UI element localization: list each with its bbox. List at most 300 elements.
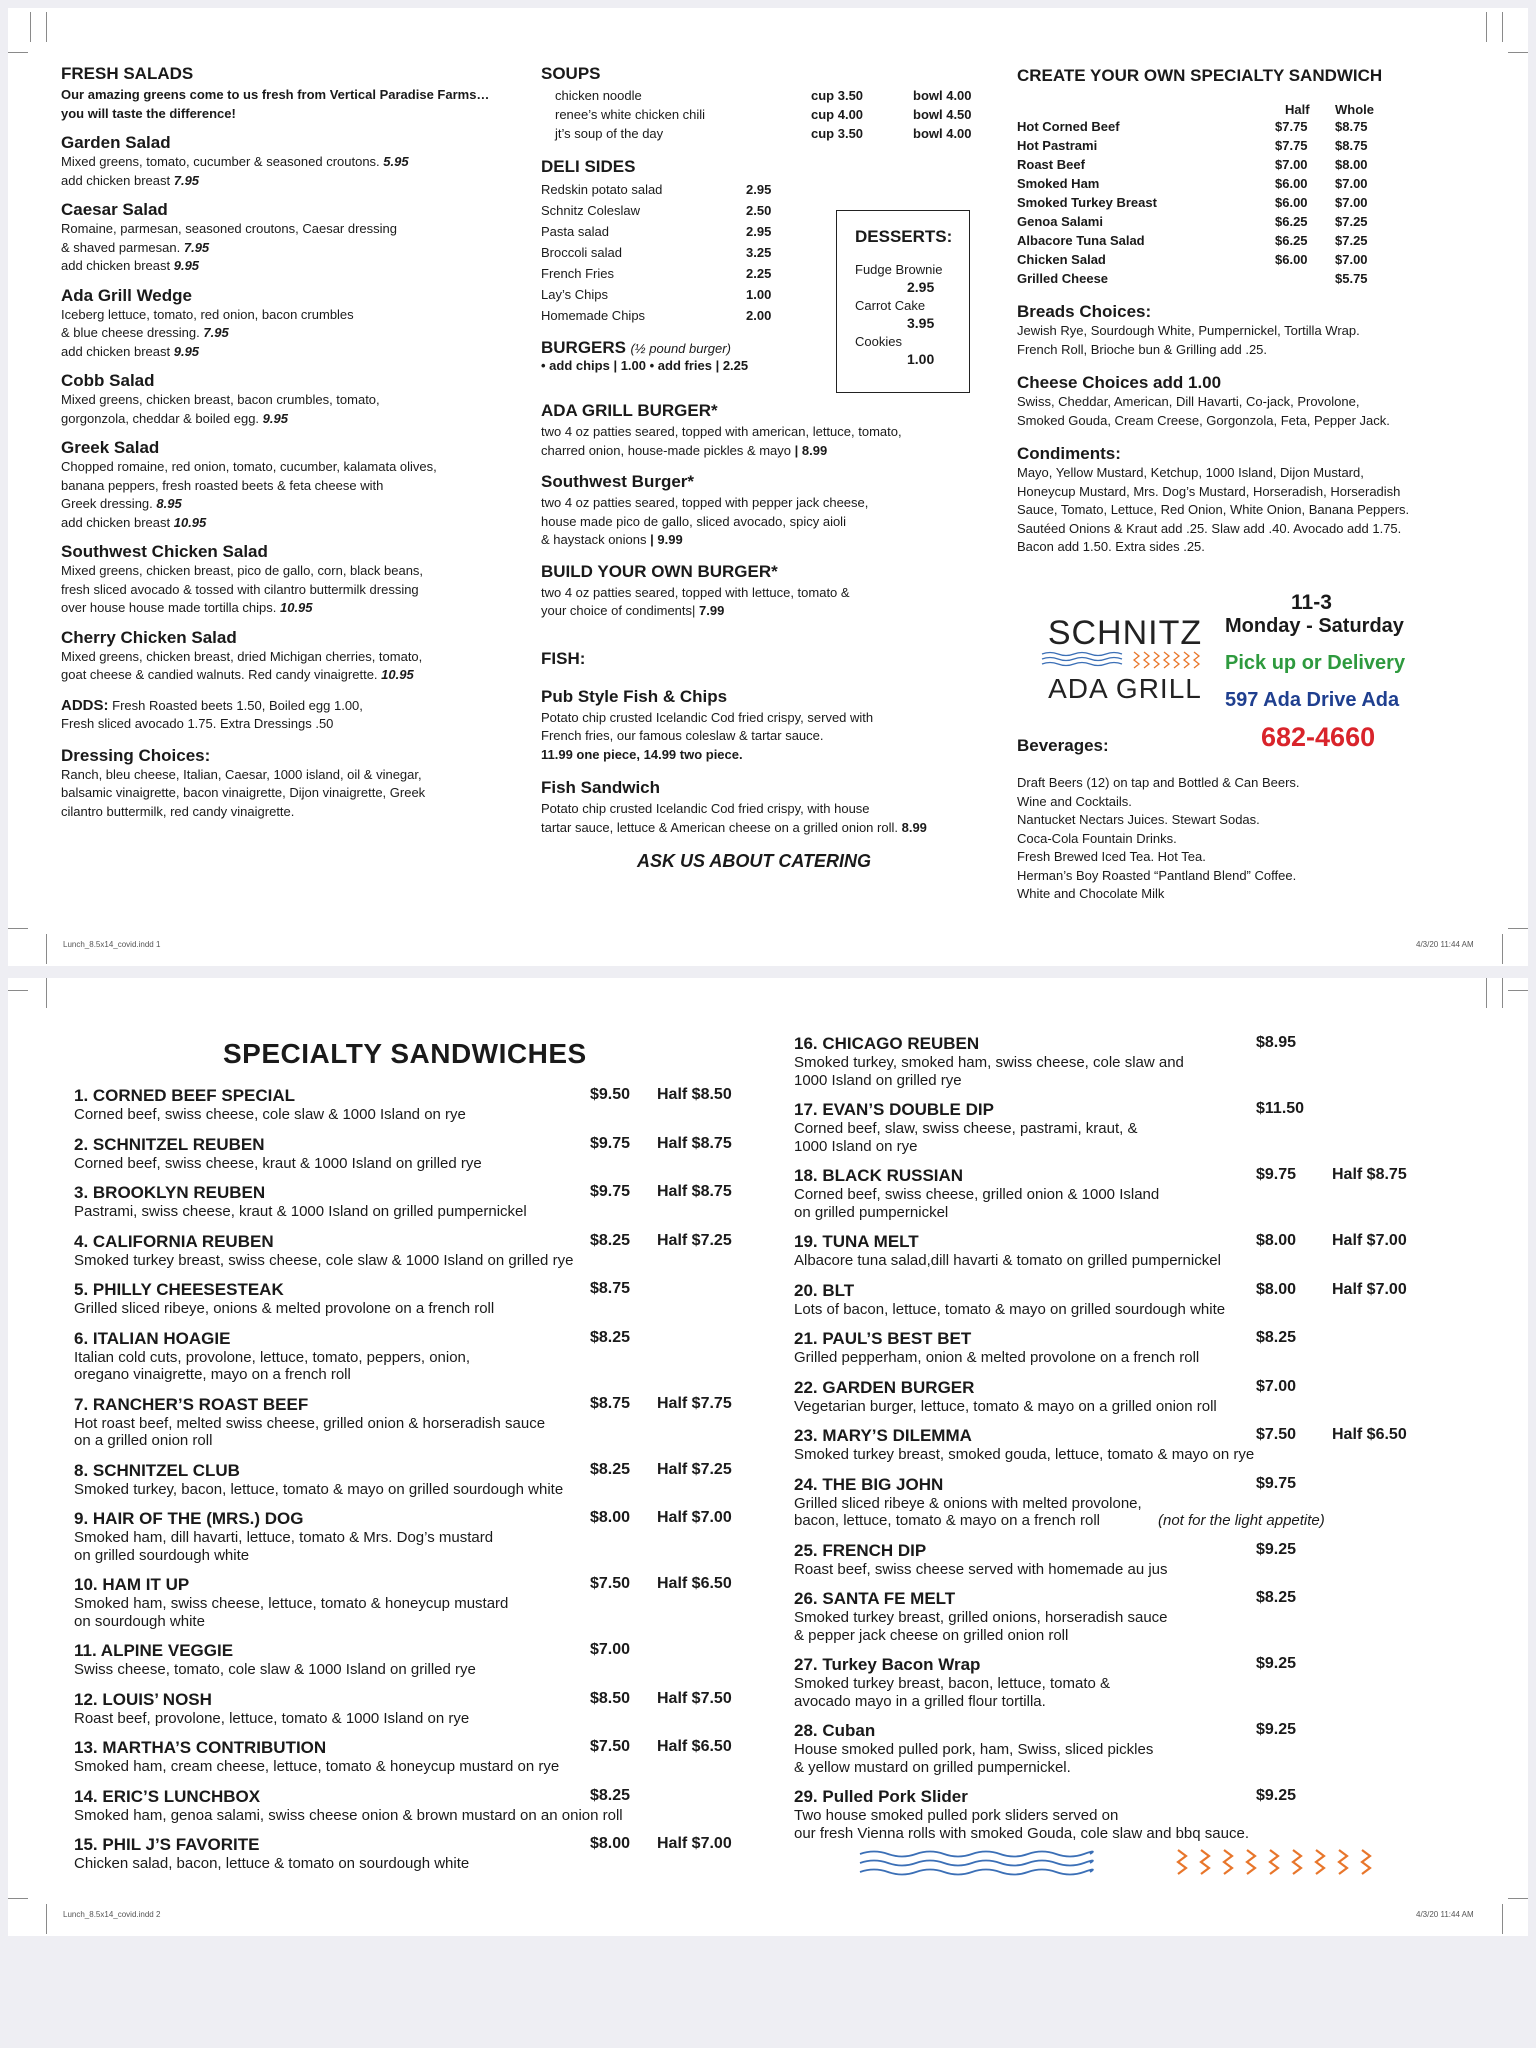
sandwich-name: 28. Cuban [794,1721,876,1740]
menu-page-1 [8,8,1528,966]
fish-list [541,687,1021,838]
create-row [1017,212,1507,231]
deli-price: 2.00 [746,308,772,323]
deli-name: Homemade Chips [541,308,646,323]
salad-item [61,200,541,276]
salad-desc-line: & shaved parmesan. 7.95 [61,239,210,255]
deli-price: 2.95 [746,224,772,239]
soup-name: renee’s white chicken chili [555,107,706,122]
create-name: Smoked Turkey Breast [1017,195,1157,210]
sandwich-name: 13. MARTHA’S CONTRIBUTION [74,1738,327,1757]
service-type: Pick up or Delivery [1225,652,1406,674]
sandwich-list-right [794,1034,1514,1853]
sandwich-name: 25. FRENCH DIP [794,1540,927,1560]
sandwich-desc-line: Two house smoked pulled pork sliders served on [794,1807,1119,1824]
breads-line: French Roll, Brioche bun & Grilling add .25. [1017,341,1268,357]
sandwich-price: $8.75 [590,1280,631,1297]
dressing-heading: Dressing Choices: [61,745,211,765]
sandwich-name: 3. BROOKLYN REUBEN [74,1183,266,1202]
crop-mark [46,978,47,1008]
deli-price: 2.25 [746,266,772,281]
sandwich-header [794,1232,1514,1252]
create-whole-price: $8.75 [1335,119,1368,134]
salad-desc [61,153,541,190]
sandwich-desc-line: Corned beef, swiss cheese, kraut & 1000 Island on grilled rye [74,1154,482,1172]
sandwich-price: $9.75 [1256,1474,1297,1492]
salad-desc-line: gorgonzola, cheddar & boiled egg. 9.95 [61,410,288,426]
burger-price: | 8.99 [794,442,828,458]
create-row [1017,117,1507,136]
salad-price: 10.95 [279,600,313,615]
sandwich-half-price: Half $7.50 [657,1689,732,1707]
burger-list [541,401,1021,621]
sandwich-name: 20. BLT [794,1280,855,1300]
crop-mark [1502,934,1503,964]
sandwich-item [74,1395,764,1450]
create-whole-price: $7.00 [1335,252,1368,267]
sandwich-item [74,1086,764,1124]
sandwich-header [74,1183,764,1203]
sandwich-header [794,1655,1514,1675]
create-half-price: $6.00 [1275,252,1308,267]
soup-list [541,86,1021,143]
sandwich-header [794,1541,1514,1561]
sandwich-desc-line: Corned beef, swiss cheese, grilled onion & 1000 Island [794,1186,1160,1203]
crop-mark [1508,990,1528,991]
crop-mark [8,1898,28,1899]
crop-mark [46,934,47,964]
sandwich-desc-line: Corned beef, slaw, swiss cheese, pastrami, kraut, & [794,1120,1138,1137]
sandwich-name: 6. ITALIAN HOAGIE [74,1328,231,1348]
sandwich-desc-line: on a grilled onion roll [74,1432,213,1449]
sandwich-half-price: Half $8.75 [1332,1166,1407,1183]
sandwich-price: $9.75 [590,1183,631,1200]
salad-price: 7.95 [203,325,229,340]
sandwich-item [74,1738,764,1776]
salad-name: Southwest Chicken Salad [61,542,268,561]
middle-column [541,64,1021,872]
sandwich-header [74,1329,764,1349]
deli-row [541,221,781,242]
deli-price: 1.00 [746,287,772,302]
sandwich-desc-line: Albacore tuna salad,dill havarti & tomato on grilled pumpernickel [794,1252,1221,1269]
logo-wave-icon [1040,650,1210,670]
crop-mark [8,928,28,929]
create-name: Hot Corned Beef [1017,119,1120,134]
sandwich-price: $8.25 [1256,1589,1297,1606]
sandwich-header [74,1135,764,1155]
dressing-list [61,766,541,822]
crop-mark [1486,12,1487,42]
salad-item [61,438,541,532]
salads-heading: FRESH SALADS [61,64,194,83]
breads-line: Jewish Rye, Sourdough White, Pumpernickel, Tortilla Wrap. [1017,323,1360,338]
slug-right: 4/3/20 11:44 AM [1416,1910,1474,1919]
salad-desc [61,458,541,532]
create-whole-price: $5.75 [1335,271,1368,286]
sandwich-price: $8.00 [590,1509,631,1526]
salad-price: 10.95 [381,667,414,682]
burger-desc-line: your choice of condiments| 7.99 [541,603,725,618]
fish-price: 8.99 [901,819,927,835]
sandwich-half-price: Half $6.50 [657,1575,732,1592]
dessert-price: 2.95 [907,279,935,295]
sandwich-name: 26. SANTA FE MELT [794,1589,956,1608]
sandwich-desc-line: Smoked turkey breast, smoked gouda, lettuce, tomato & mayo on rye [794,1446,1255,1463]
sandwich-desc-line: Smoked ham, genoa salami, swiss cheese onion & brown mustard on an onion roll [74,1806,623,1824]
adds-label: ADDS: [61,696,109,714]
deli-row [541,263,781,284]
burger-desc-line: charred onion, house-made pickles & mayo | 8.99 [541,442,828,458]
sandwich-name: 23. MARY’S DILEMMA [794,1426,972,1445]
sandwich-item [794,1034,1514,1089]
sandwich-desc-line: 1000 Island on rye [794,1137,918,1155]
salad-price: 5.95 [383,154,409,169]
crop-mark [1508,52,1528,53]
salad-add-chicken: add chicken breast 9.95 [61,258,200,273]
sandwich-item [74,1690,764,1728]
sandwich-half-price: Half $7.75 [657,1394,732,1412]
create-half-price: $6.00 [1275,195,1308,210]
sandwich-desc-line: Grilled sliced ribeye, onions & melted provolone on a french roll [74,1300,495,1317]
sandwich-item [794,1426,1514,1464]
crop-mark [1508,928,1528,929]
sandwich-item [74,1835,764,1873]
dessert-name: Cookies [855,334,902,349]
dressing-line: cilantro buttermilk, red candy vinaigrette. [61,803,295,819]
soups-heading: SOUPS [541,64,601,83]
sandwich-half-price: Half $7.25 [657,1231,732,1249]
sandwich-desc-line: Grilled pepperham, onion & melted provolone on a french roll [794,1349,1200,1366]
sandwich-desc-line: bacon, lettuce, tomato & mayo on a french roll (not for the light appetite) [794,1512,1325,1529]
schnitz-logo [1035,616,1215,703]
condiment-line: Mayo, Yellow Mustard, Ketchup, 1000 Island, Dijon Mustard, [1017,465,1364,480]
sandwich-price: $9.25 [1256,1787,1297,1804]
soup-name: chicken noodle [555,88,642,103]
sandwich-name: 29. Pulled Pork Slider [794,1787,968,1806]
salad-desc-line: over house house made tortilla chips. 10.95 [61,600,313,615]
fish-item [541,687,1021,765]
sandwich-header [794,1100,1514,1120]
sandwich-header [794,1329,1514,1349]
salad-desc-line: Romaine, parmesan, seasoned croutons, Caesar dressing [61,221,398,236]
create-half-price: $6.25 [1275,233,1308,248]
sandwich-header [74,1787,764,1807]
deli-price: 2.95 [746,182,772,197]
sandwich-header [74,1086,764,1106]
sandwich-price: $7.00 [590,1641,631,1658]
beverage-line: Herman’s Boy Roasted “Pantland Blend” Coffee. [1017,867,1297,883]
sandwich-header [794,1721,1514,1741]
burger-desc-line: two 4 oz patties seared, topped with american, lettuce, tomato, [541,424,902,439]
cheese-list [1017,393,1507,430]
crop-mark [8,52,28,53]
create-name: Hot Pastrami [1017,138,1098,153]
burger-price: 7.99 [699,603,725,618]
burger-item [541,472,1021,550]
soup-bowl-price: bowl 4.00 [913,88,972,103]
cheese-heading: Cheese Choices add 1.00 [1017,373,1222,392]
sandwich-desc-line: & yellow mustard on grilled pumpernickel. [794,1758,1071,1776]
dessert-name: Fudge Brownie [855,262,943,277]
whole-label: Whole [1335,102,1374,117]
sandwich-item [794,1475,1514,1530]
salad-desc-line: banana peppers, fresh roasted beets & feta cheese with [61,477,384,493]
sandwich-name: 2. SCHNITZEL REUBEN [74,1134,265,1154]
create-row [1017,269,1507,288]
create-whole-price: $8.75 [1335,138,1368,153]
deli-name: Pasta salad [541,224,609,239]
beverages-heading: Beverages: [1017,736,1109,755]
fish-heading: FISH: [541,648,586,668]
create-col-headers [1017,102,1507,117]
sandwich-name: 11. ALPINE VEGGIE [74,1641,234,1660]
sandwich-name: 14. ERIC’S LUNCHBOX [74,1786,261,1806]
crop-mark [46,12,47,42]
create-half-price: $7.75 [1275,119,1308,134]
crop-mark [1486,978,1487,1008]
crop-mark [1502,1904,1503,1934]
cheese-line: Swiss, Cheddar, American, Dill Havarti, Co-jack, Provolone, [1017,394,1360,409]
deli-heading: DELI SIDES [541,157,636,176]
crop-mark [1502,978,1503,1008]
breads-heading: Breads Choices: [1017,302,1152,321]
salad-add-chicken: add chicken breast 10.95 [61,514,207,530]
sandwich-desc-line: Smoked ham, dill havarti, lettuce, tomato & Mrs. Dog’s mustard [74,1529,494,1546]
salad-name: Cherry Chicken Salad [61,627,237,647]
create-name: Roast Beef [1017,157,1085,172]
soup-row [555,124,1021,143]
create-half-price: $7.75 [1275,138,1308,153]
sandwich-half-price: Half $8.75 [657,1183,732,1200]
desserts-box [836,210,970,393]
sandwich-desc-line: on grilled pumpernickel [794,1203,949,1221]
fish-item [541,778,1021,837]
salad-item [61,542,541,618]
create-row [1017,155,1507,174]
burgers-note: (½ pound burger) [630,341,731,356]
sandwich-half-price: Half $7.00 [1332,1280,1407,1298]
sandwich-price: $8.95 [1256,1034,1297,1051]
catering-note: ASK US ABOUT CATERING [637,851,871,871]
info-block [1225,592,1525,753]
sandwich-header [794,1281,1514,1301]
slug-left: Lunch_8.5x14_covid.indd 2 [63,1910,161,1919]
sandwich-item [794,1655,1514,1710]
dessert-price: 3.95 [907,315,935,331]
sandwich-half-price: Half $7.25 [657,1460,732,1478]
sandwich-price: $8.75 [590,1394,631,1412]
salad-name: Caesar Salad [61,200,168,219]
sandwich-item [794,1166,1514,1221]
sandwich-name: 5. PHILLY CHEESESTEAK [74,1280,284,1299]
sandwich-name: 10. HAM IT UP [74,1575,190,1594]
create-whole-price: $7.00 [1335,195,1368,210]
sandwich-desc-line: Vegetarian burger, lettuce, tomato & mayo on a grilled onion roll [794,1397,1217,1415]
sandwich-price: $7.00 [1256,1377,1297,1395]
sandwich-name: 16. CHICAGO REUBEN [794,1034,980,1053]
deli-name: Lay’s Chips [541,287,608,302]
sandwich-price: $8.25 [1256,1329,1297,1346]
sandwich-item [794,1378,1514,1416]
salad-name: Garden Salad [61,133,171,152]
sandwich-header [74,1232,764,1252]
create-half-price [1275,269,1335,288]
deli-name: Schnitz Coleslaw [541,203,640,218]
hours: 11-3 [1291,591,1332,614]
sandwich-half-price: Half $6.50 [657,1738,732,1755]
sandwich-price: $8.50 [590,1689,631,1707]
deli-list [541,179,781,326]
sandwich-header [794,1426,1514,1446]
salad-desc [61,306,541,362]
create-row [1017,231,1507,250]
sandwich-desc-line: Italian cold cuts, provolone, lettuce, tomato, peppers, onion, [74,1348,471,1366]
sandwich-desc-line: Chicken salad, bacon, lettuce & tomato on sourdough white [74,1855,470,1872]
fish-desc-line: tartar sauce, lettuce & American cheese on a grilled onion roll. 8.99 [541,819,927,835]
deli-row [541,242,781,263]
sandwich-desc-line: Smoked turkey, bacon, lettuce, tomato & mayo on grilled sourdough white [74,1480,564,1498]
sandwich-header [794,1378,1514,1398]
soup-bowl-price: bowl 4.00 [913,126,972,141]
sandwich-header [794,1589,1514,1609]
create-row [1017,193,1507,212]
salad-add-price: 10.95 [173,514,207,530]
sandwich-name: 24. THE BIG JOHN [794,1474,944,1494]
sandwich-name: 27. Turkey Bacon Wrap [794,1655,981,1674]
sandwich-price: $8.00 [590,1835,631,1852]
menu-page-2 [8,978,1528,1936]
sandwich-name: 12. LOUIS’ NOSH [74,1689,212,1709]
sandwich-item [794,1721,1514,1776]
condiments-list [1017,464,1507,557]
adds-line: Fresh Roasted beets 1.50, Boiled egg 1.00, [112,697,363,713]
soup-cup-price: cup 4.00 [811,107,864,122]
create-name: Grilled Cheese [1017,271,1109,286]
burger-desc-line: house made pico de gallo, sliced avocado, spicy aioli [541,513,846,529]
sandwich-list-left [74,1086,764,1884]
sandwich-name: 7. RANCHER’S ROAST BEEF [74,1394,309,1414]
beverage-line: Fresh Brewed Iced Tea. Hot Tea. [1017,849,1206,864]
deli-price: 3.25 [746,245,772,260]
salad-add-chicken: add chicken breast 7.95 [61,172,200,188]
salad-add-chicken: add chicken breast 9.95 [61,343,200,359]
salads-intro [61,86,541,123]
crop-mark [1508,1898,1528,1899]
decorative-wave-icon [858,1846,1398,1882]
sandwich-header [74,1641,764,1661]
beverage-line: White and Chocolate Milk [1017,886,1165,901]
deli-name: French Fries [541,266,614,281]
fish-desc-line: Potato chip crusted Icelandic Cod fried crispy, served with [541,709,874,725]
dessert-list [855,261,969,369]
salad-item [61,133,541,190]
condiment-line: Honeycup Mustard, Mrs. Dog’s Mustard, Horseradish, Horseradish [1017,483,1401,499]
sandwich-name: 15. PHIL J’S FAVORITE [74,1835,260,1854]
deli-price: 2.50 [746,203,772,218]
sandwich-item [74,1787,764,1825]
burgers-heading: BURGERS [541,338,627,357]
burger-desc-line: & haystack onions | 9.99 [541,532,683,547]
deli-name: Broccoli salad [541,245,622,260]
phone-number: 682-4660 [1261,722,1376,752]
salads-column [61,64,541,821]
sandwich-name: 9. HAIR OF THE (MRS.) DOG [74,1509,304,1528]
salad-desc-line: Mixed greens, chicken breast, dried Michigan cherries, tomato, [61,648,423,664]
sandwich-price: $9.25 [1256,1540,1297,1558]
fish-name: Pub Style Fish & Chips [541,686,728,706]
days: Monday - Saturday [1225,615,1404,637]
create-name: Chicken Salad [1017,252,1106,267]
sandwich-item [74,1641,764,1679]
salad-desc-line: Iceberg lettuce, tomato, red onion, bacon crumbles [61,306,354,322]
fish-price: 11.99 one piece, 14.99 two piece. [541,746,743,762]
sandwich-name: 19. TUNA MELT [794,1232,919,1251]
create-whole-price: $7.25 [1335,214,1368,229]
desserts-heading: DESSERTS: [855,227,953,246]
create-list [1017,117,1507,288]
sandwich-header [794,1475,1514,1495]
sandwich-half-price: Half $7.00 [657,1835,732,1852]
sandwich-price: $8.25 [590,1231,631,1249]
condiments-heading: Condiments: [1017,444,1121,463]
deli-row [541,179,781,200]
sandwich-desc-line: Lots of bacon, lettuce, tomato & mayo on grilled sourdough white [794,1300,1226,1318]
create-half-price: $6.00 [1275,176,1308,191]
sandwich-price: $8.25 [590,1328,631,1346]
create-whole-price: $8.00 [1335,157,1368,172]
fish-desc-line: French fries, our famous coleslaw & tartar sauce. [541,728,824,743]
salad-price: 7.95 [183,239,210,255]
soup-row [555,105,1021,124]
salad-desc-line: Greek dressing. 8.95 [61,496,182,511]
sandwich-price: $8.25 [590,1786,631,1804]
dessert-name: Carrot Cake [855,298,926,313]
sandwich-header [74,1461,764,1481]
crop-mark [30,12,31,42]
sandwich-price: $7.50 [590,1738,631,1755]
sandwich-half-price: Half $7.00 [1332,1232,1407,1249]
sandwich-item [74,1509,764,1564]
sandwich-desc-line: on sourdough white [74,1612,205,1630]
breads-list [1017,322,1507,359]
sandwich-item [74,1135,764,1173]
burger-name: ADA GRILL BURGER* [541,401,718,420]
burger-price: | 9.99 [650,532,683,547]
burger-item [541,562,1021,621]
sandwich-half-price: Half $8.75 [657,1134,732,1152]
sandwich-price: $7.50 [1256,1426,1297,1443]
sandwich-item [794,1787,1514,1842]
beverages-section [1017,736,1497,904]
crop-mark [46,1904,47,1934]
specialty-sandwiches-heading: SPECIALTY SANDWICHES [223,1038,587,1069]
salad-desc-line: Mixed greens, chicken breast, bacon crumbles, tomato, [61,392,380,407]
create-name: Genoa Salami [1017,214,1103,229]
sandwich-desc-line: Swiss cheese, tomato, cole slaw & 1000 Island on grilled rye [74,1661,476,1678]
sandwich-item [794,1541,1514,1579]
burger-item [541,401,1021,460]
sandwich-desc-line: Grilled sliced ribeye & onions with melted provolone, [794,1494,1142,1512]
sandwich-name: 17. EVAN’S DOUBLE DIP [794,1100,994,1119]
condiment-line: Sauce, Tomato, Lettuce, Red Onion, White Onion, Banana Peppers. [1017,502,1410,517]
burger-desc-line: two 4 oz patties seared, topped with pepper jack cheese, [541,495,869,510]
beverage-line: Draft Beers (12) on tap and Bottled & Can Beers. [1017,775,1300,790]
dressing-line: Ranch, bleu cheese, Italian, Caesar, 1000 island, oil & vinegar, [61,766,422,782]
sandwich-desc-line: Roast beef, provolone, lettuce, tomato & 1000 Island on rye [74,1709,470,1727]
sandwich-desc-line: Smoked turkey breast, grilled onions, horseradish sauce [794,1609,1168,1626]
salad-add-price: 9.95 [173,258,200,273]
